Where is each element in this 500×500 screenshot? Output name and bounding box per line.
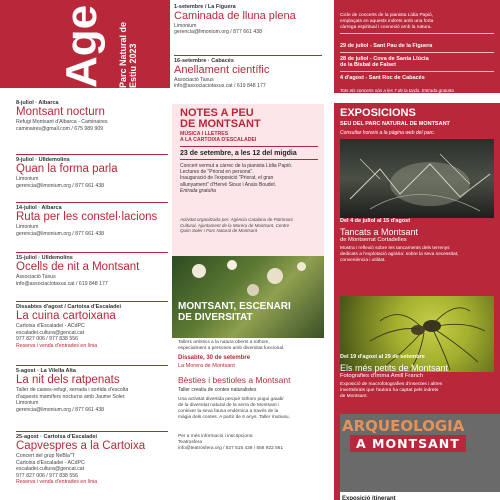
diversitat-cap-2: DE DIVERSITAT xyxy=(178,311,253,323)
diversitat-info xyxy=(178,434,318,452)
event-info-line: gerencia@limonium.org / 877 661 438 xyxy=(16,182,105,189)
desc-line: dedicats a l'explotació agrària: sobre la seva necessitat, xyxy=(340,251,459,257)
event-info-line: Associació Taxus xyxy=(16,274,56,280)
expo-dates: Del 19 d'agost al 29 de setembre xyxy=(340,354,425,360)
arq-title-1: ARQUEOLOGIA xyxy=(342,417,465,435)
event-item xyxy=(16,434,168,486)
intro-line: especialment a persones amb diversitat funcional. xyxy=(178,345,285,351)
concert-item xyxy=(340,56,494,68)
event-item xyxy=(16,205,168,237)
divider xyxy=(16,301,168,302)
divider xyxy=(16,154,168,155)
event-title: Capvespres a la Cartoixa xyxy=(16,440,146,452)
expo-author: de Montserrat Cortadelles xyxy=(340,237,407,243)
notes-org-line: Cultural, Ajuntament de la Morera de Montsant, Centre xyxy=(180,222,290,228)
notes-heading-1: NOTES A PEU xyxy=(180,107,254,119)
event-info-line: gerencia@limonium.org / 877 661 438 xyxy=(16,230,105,237)
expo-petits xyxy=(340,354,494,399)
event-item xyxy=(16,100,168,132)
notes-description xyxy=(180,163,318,194)
event-date: 16-setembre · Cabacés xyxy=(174,58,234,64)
event-item xyxy=(16,304,168,349)
event-title: La nit dels ratpenats xyxy=(16,374,120,386)
event-date: 1-setembre / La Figuera xyxy=(174,4,236,10)
diversitat-intro xyxy=(178,340,318,352)
notes-date: 23 de setembre, a les 12 del migdia xyxy=(180,150,297,157)
notes-organizers xyxy=(180,217,318,234)
event-info-line: Refugi Montsant d'Albarca - Caminaires xyxy=(16,119,108,125)
expo-description xyxy=(340,246,494,263)
diversitat-place: La Morera de Montsant xyxy=(178,363,235,369)
event-title: La cuina cartoixana xyxy=(16,310,116,322)
desc-line: emplaçats en aquests indrets amb una forta xyxy=(340,19,434,24)
divider xyxy=(340,33,494,34)
expo-title: Els més petits de Montsant xyxy=(340,363,449,373)
desc-line: Cicle de concerts de la pianista Lídia Papió, xyxy=(340,13,434,18)
event-info-1: Associació Taxus xyxy=(174,76,214,83)
diversitat-caption xyxy=(178,302,291,323)
notes-org-line: Quim Soler i Parc Natural de Montsant xyxy=(180,228,258,234)
event-info-line: Cartoixa d'Escaladei - ACdPC xyxy=(16,323,85,329)
exposicions-panel xyxy=(334,103,500,500)
divider xyxy=(16,252,168,253)
notes-line: allunyament" d'Hervé Sioux i Anaïs Boudet. xyxy=(180,181,277,188)
notes-org-line: Activitat organitzada per: Agència Catalana de Patrimoni xyxy=(180,217,293,222)
desc-line: màgia dels contes. A partir de 6 anys. Taller mutiusu. xyxy=(178,415,290,420)
desc-line: conveniència i utilitat. xyxy=(340,257,386,263)
notes-sub-2: A LA CARTOIXA D'ESCALADEI xyxy=(180,137,257,143)
notes-heading-2: DE MONTSANT xyxy=(180,118,261,130)
notes-line: Concert vermut a càrrec de la pianista Lídia Papió. xyxy=(180,163,293,169)
event-title: Montsant nocturn xyxy=(16,106,105,118)
notes-line: Lectures de "Priorat en persona". xyxy=(180,169,254,176)
desc-line: càrrega espiritual i connexió amb la natura. xyxy=(340,25,432,30)
diversitat-title: Bèsties i bestioles a Montsant xyxy=(178,375,291,385)
flower-shape xyxy=(247,284,259,296)
event-info-line: Cartoixa d'Escaladei - ACdPC xyxy=(16,459,85,466)
tancats-illustration xyxy=(340,139,494,218)
event-anellament xyxy=(174,58,322,90)
desc-line: de Montsant. xyxy=(340,393,368,399)
notes-a-peu-box xyxy=(172,104,324,256)
plant-photo xyxy=(172,256,324,338)
notes-line: Entrada gratuïta xyxy=(180,187,216,194)
event-info-2[interactable]: gerencia@limonium.org / 877 661 438 xyxy=(174,29,263,35)
divider xyxy=(340,52,494,53)
flower-shape xyxy=(267,268,283,284)
divider xyxy=(340,71,494,72)
expo-tancats xyxy=(340,218,494,263)
event-info-line: Limonium xyxy=(16,400,39,406)
notes-subheading xyxy=(180,131,256,143)
expo-consult[interactable]: Consultar horaris a la pàgina web del parc. xyxy=(340,130,436,136)
diversitat-subtitle: Taller creatiu de contes naturalistes xyxy=(178,387,257,393)
hero-subtitle-1: Parc Natural de xyxy=(118,21,128,88)
event-item xyxy=(16,255,168,287)
desc-line: Una activitat divertida perquè tothom pugui gaudir xyxy=(178,397,284,402)
flower-shape xyxy=(227,260,237,270)
desc-line: invertebrats que l'autora ha captat pels indrets xyxy=(340,387,439,393)
divider xyxy=(16,365,168,366)
expo-title: Tancats a Montsant xyxy=(340,227,419,237)
concert-item-line: 28 de juliol - Cova de Santa Llúcia xyxy=(340,56,429,62)
divider xyxy=(16,431,168,432)
flower-shape xyxy=(297,262,306,271)
desc-line: de la diversitat natural de la serra de Montsant i xyxy=(178,403,280,408)
arq-title-2: A MONTSANT xyxy=(350,435,466,452)
expo-description xyxy=(340,382,494,399)
event-title: Quan la forma parla xyxy=(16,163,118,175)
event-date: 5-agost · La Vilella Alta xyxy=(16,368,76,374)
diversitat-cap-1: MONTSANT, ESCENARI xyxy=(178,301,291,312)
expo-photo-tancats xyxy=(340,139,494,218)
info-line[interactable]: info@teatrosfera.org / 627 515 439 / 658 922 561 xyxy=(178,446,284,451)
arq-label: Exposició itinerant xyxy=(340,492,500,500)
event-info-1: Limonium xyxy=(174,22,197,29)
event-title: Ruta per les constel·lacions xyxy=(16,211,158,223)
concert-item: 29 de juliol - Sant Pau de la Figuera xyxy=(340,43,433,49)
diversitat-box xyxy=(172,338,324,500)
event-info-line: 977 827 006 / 977 838 556 xyxy=(16,472,79,479)
event-item xyxy=(16,368,168,413)
event-info-line: 977 827 006 / 977 838 556 xyxy=(16,336,79,342)
desc-line: Exposició de macrofotografies d'insectes i altres xyxy=(340,382,443,387)
info-line: Per a més informació i inscripcions: xyxy=(178,434,254,439)
event-info-line: gerencia@limonium.org / 877 661 438 xyxy=(16,406,105,413)
desc-line: conèixer la seva fauna endèmica a través de la xyxy=(178,409,279,414)
divider xyxy=(16,202,168,203)
notes-heading xyxy=(180,108,261,130)
event-info-line: Limonium xyxy=(16,224,39,230)
diversitat-description xyxy=(178,397,318,421)
hero-subtitle-2: Estiu 2023 xyxy=(128,43,138,88)
hero-title: Age xyxy=(57,4,106,88)
concerts-note: Tots els concerts són a les 7 de la tarda. Entrada gratuïta xyxy=(340,88,454,93)
reserve-link[interactable]: Reserva i venda d'entrades en línia xyxy=(16,479,98,485)
diversitat-date: Dissabte, 30 de setembre xyxy=(178,355,251,361)
event-date: 8-juliol · Albarca xyxy=(16,100,59,106)
hero-subtitle xyxy=(118,0,138,88)
expo-dates: Del 4 de juliol al 15 d'agost xyxy=(340,218,411,224)
expo-heading: EXPOSICIONS xyxy=(340,107,416,119)
event-info-line: Concert del grup NeBla"T xyxy=(16,453,75,459)
concerts-band xyxy=(334,0,500,93)
notes-sub-1: MÚSICA I LLETRES xyxy=(180,131,229,137)
expo-author: Fotografies d'Imma Amill Franch xyxy=(340,373,423,379)
divider xyxy=(174,55,322,56)
info-line: Teatrosfera xyxy=(178,440,202,445)
concert-item: 4 d'agost - Sant Roc de Cabacés xyxy=(340,75,425,81)
divider xyxy=(180,146,318,147)
event-info-line: escaladei.cultura@gencat.cat xyxy=(16,466,85,472)
event-title: Ocells de nit a Montsant xyxy=(16,261,140,273)
desc-line: Mostra i reflexió sobre les tancaments dels terrenys xyxy=(340,246,450,251)
event-lluna-plena xyxy=(174,4,322,36)
event-title: Caminada de lluna plena xyxy=(174,10,296,22)
event-info-line: d'aquests mamífers nocturns amb Jaume Soler. xyxy=(16,393,126,400)
intro-line: Tallers artístics a la natura oberts a tothom, xyxy=(178,340,270,345)
event-date: 25-agost · Cartoixa d'Escaladei xyxy=(16,434,98,440)
event-info-line: caminaires@gmail.com / 675 989 909 xyxy=(16,125,104,132)
event-item xyxy=(16,157,168,189)
event-info-line: escaladei.cultura@gencat.cat xyxy=(16,329,85,336)
notes-line: Inauguració de l'exposició "Priorat, el gran xyxy=(180,175,274,182)
event-info-line: info@associaciotaxus.cat / 619 848 177 xyxy=(16,280,108,287)
divider xyxy=(180,159,318,160)
expo-subheading: SEU DEL PARC NATURAL DE MONTSANT xyxy=(340,121,450,127)
event-info-line: Limonium xyxy=(16,176,39,182)
event-date: 14-juliol · Albarca xyxy=(16,205,62,211)
event-date: 9-juliol · Ulldemolins xyxy=(16,157,70,163)
reserve-link[interactable]: Reserva i venda d'entrades en línia xyxy=(16,342,98,349)
flower-shape xyxy=(192,264,206,278)
event-date: 15-juliol · Ulldemolins xyxy=(16,255,73,261)
event-title: Anellament científic xyxy=(174,64,270,76)
concerts-description xyxy=(340,13,494,31)
concert-item-line: de la Bisbal de Falset xyxy=(340,62,396,69)
hero-banner xyxy=(0,0,170,88)
event-info-line: Taller de caixes-refugi, xerrada i sortida d'escolta xyxy=(16,387,129,393)
event-date: Dissabtes d'agost / Cartoixa d'Escaladei xyxy=(16,304,122,310)
event-info-2[interactable]: info@associaciotaxus.cat / 619 848 177 xyxy=(174,83,266,89)
